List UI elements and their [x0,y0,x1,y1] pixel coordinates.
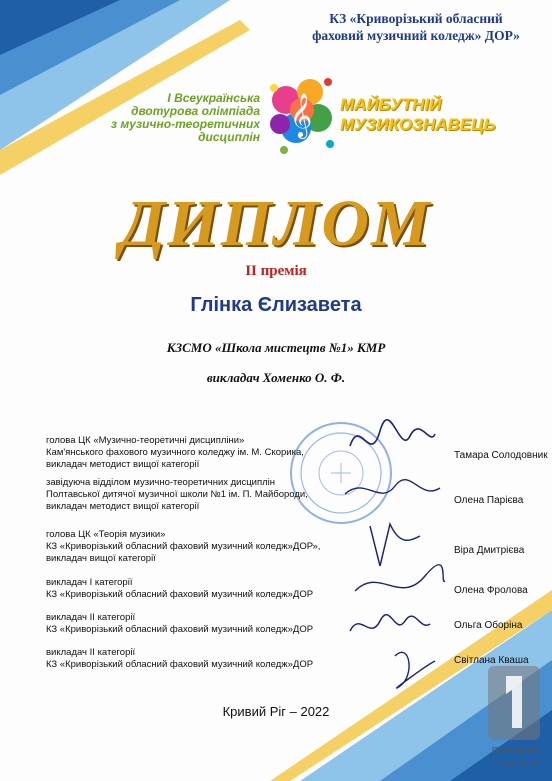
signatory-2-line-1: завідуюча відділом музично-теоретичних дисциплін [46,477,276,488]
signatory-3-line-1: голова ЦК «Теорія музики» [46,529,166,540]
olympiad-line-2: двотурова олімпіада [131,104,260,118]
signatory-1 [46,435,346,471]
olympiad-line-4: дисциплін [198,130,260,144]
signatory-1-line-3: викладач методист вищої категорії [46,459,200,470]
signatory-2-line-2: Полтавської дитячої музичної школи №1 ім. П. Майбороди, [46,489,308,500]
signatory-6-line-1: викладач ІІ категорії [46,647,136,658]
watermark-logo-icon [482,662,546,774]
diploma-title: ДИПЛОМ [120,187,432,260]
signatory-3 [46,529,346,565]
olympiad-caption [60,92,260,144]
contest-line-1: МАЙБУТНІЙ [340,95,442,114]
signatory-4-line-1: викладач І категорії [46,577,133,588]
teacher-name: викладач Хоменко О. Ф. [206,370,346,385]
svg-text:𝄞: 𝄞 [289,93,313,137]
watermark-line-1: ПЕРВЫЙ [491,746,537,757]
signatory-5-line-2: КЗ «Криворізький обласний фаховий музичний коледж»ДОР [46,624,314,635]
place-date: Кривий Ріг – 2022 [222,704,330,719]
signatory-5-name: Ольга Оборіна [454,620,523,631]
signatory-1-line-2: Кам'янського фахового музичного коледжу ім. М. Скорика, [46,447,304,458]
signatures-icon [340,416,450,696]
signatory-1-name: Тамара Солодовник [454,450,548,461]
signatory-6-line-2: КЗ «Криворізький обласний фаховий музичний коледж»ДОР [46,659,314,670]
signatory-3-line-3: викладач вищої категорії [46,553,156,564]
prize-label: ІІ премія [245,263,307,279]
signatory-2-line-3: викладач методист вищої категорії [46,501,200,512]
organizer-name [296,10,536,44]
olympiad-line-1: I Всеукраїнська [167,91,260,105]
contest-name [340,95,520,135]
music-splash-logo-icon [266,70,336,160]
winner-name: Глінка Єлизавета [190,294,362,316]
signatory-2 [46,477,346,513]
signatory-4 [46,577,346,601]
olympiad-line-3: з музично-теоретичних [110,117,260,131]
organizer-line-2: фаховий музичний коледж» ДОР» [312,28,520,43]
school-name: КЗСМО «Школа мистецтв №1» КМР [166,340,386,355]
contest-line-2: МУЗИКОЗНАВЕЦЬ [340,115,496,134]
signatory-3-line-2: КЗ «Криворізький обласний фаховий музичний коледж»ДОР», [46,541,321,552]
watermark-line-2: ГОРОДСКОЙ [490,759,538,768]
signatory-6-name: Світлана Кваша [454,655,529,666]
signatory-3-name: Віра Дмитрієва [454,545,525,556]
signatory-6 [46,647,346,671]
organizer-line-1: КЗ «Криворізький обласний [329,11,503,26]
signatory-4-line-2: КЗ «Криворізький обласний фаховий музичний коледж»ДОР [46,589,314,600]
signatory-2-name: Олена Парієва [454,495,524,506]
signatory-5 [46,612,346,636]
signatory-4-name: Олена Фролова [454,585,528,596]
signatory-5-line-1: викладач ІІ категорії [46,612,136,623]
signatory-1-line-1: голова ЦК «Музично-теоретичні дисципліни» [46,435,245,446]
